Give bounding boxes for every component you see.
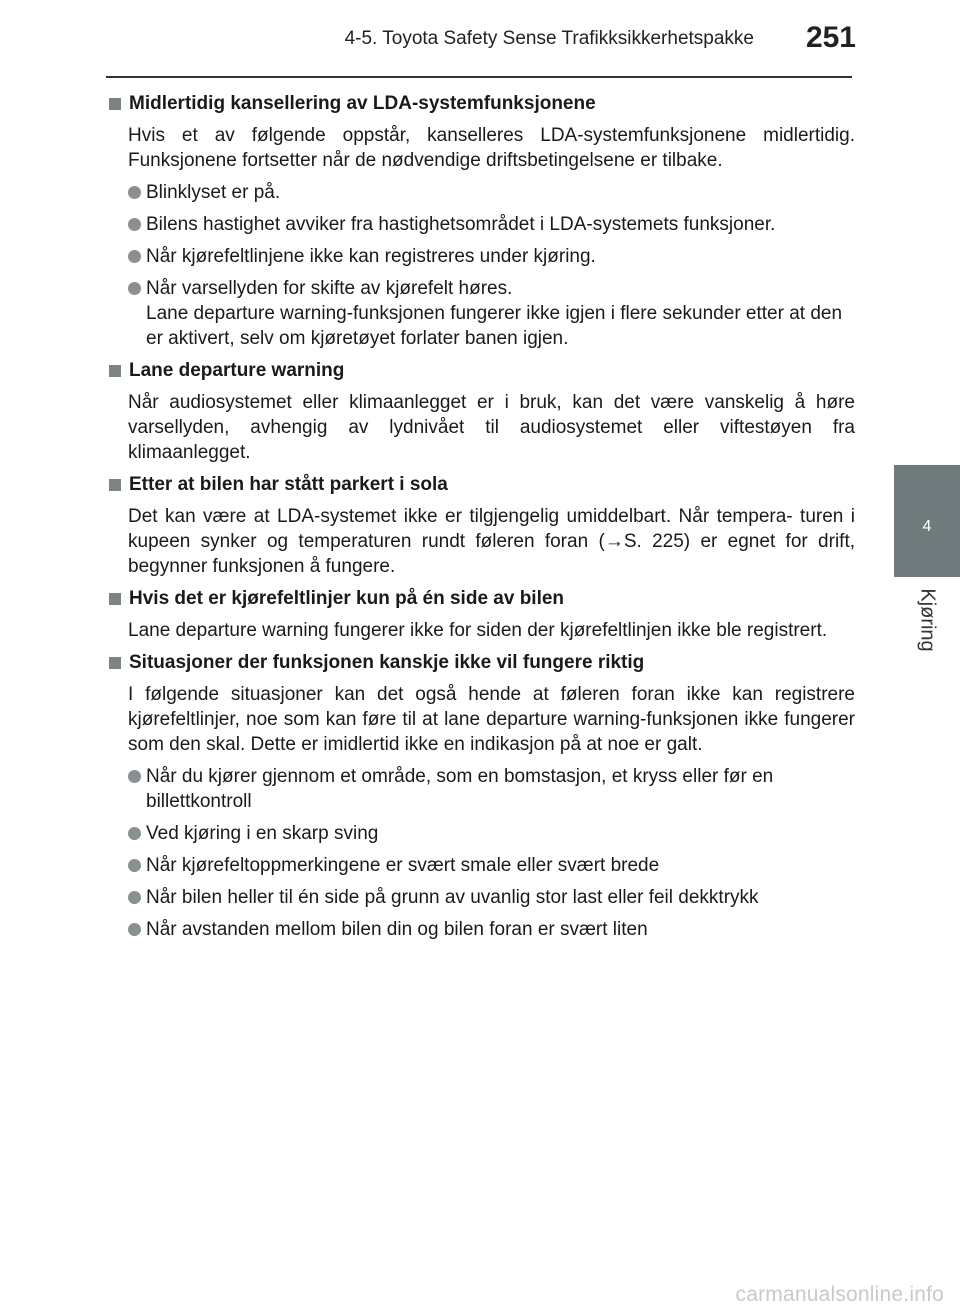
circle-bullet-icon <box>128 250 141 263</box>
list-item <box>128 885 855 910</box>
list-item <box>128 764 855 814</box>
paragraph <box>128 504 855 579</box>
circle-bullet-icon <box>128 859 141 872</box>
list-item-text: Bilens hastighet avviker fra hastighetsområdet i LDA-systemets funksjoner. <box>146 214 776 235</box>
circle-bullet-icon <box>128 282 141 295</box>
section-may-not-work <box>107 650 855 942</box>
list-item <box>128 276 855 351</box>
section-one-side-lines <box>107 586 855 643</box>
section-heading <box>107 472 855 497</box>
heading-text: Lane departure warning <box>129 360 345 381</box>
list-item-note: Lane departure warning-funksjonen fungerer ikke igjen i flere sekunder etter at den er aktivert, selv om kjøretøyet forlater banen igjen. <box>146 303 843 349</box>
reference-arrow-icon: → <box>604 531 624 552</box>
list-item <box>128 180 855 205</box>
page-number: 251 <box>805 21 856 54</box>
paragraph: Når audiosystemet eller klimaanlegget er i bruk, kan det være vanskelig å høre varsellyden, avhengig av lydnivået til audiosystemet eller viftestøyen fra klimaanlegget. <box>128 392 855 463</box>
heading-text: Hvis det er kjørefeltlinjer kun på én side av bilen <box>129 588 565 609</box>
section-heading <box>107 586 855 611</box>
list-item <box>128 212 855 237</box>
list-item-text: Når avstanden mellom bilen din og bilen foran er svært liten <box>146 919 648 940</box>
section-heading <box>107 358 855 383</box>
circle-bullet-icon <box>128 891 141 904</box>
circle-bullet-icon <box>128 923 141 936</box>
paragraph: Lane departure warning fungerer ikke for siden der kjørefeltlinjen ikke ble registrert. <box>128 620 828 641</box>
circle-bullet-icon <box>128 827 141 840</box>
heading-text: Etter at bilen har stått parkert i sola <box>129 474 448 495</box>
section-title: 4-5. Toyota Safety Sense Trafikksikkerhetspakke <box>344 28 754 49</box>
circle-bullet-icon <box>128 218 141 231</box>
square-bullet-icon <box>109 98 121 110</box>
page-reference-link[interactable]: S. 225 <box>623 531 684 552</box>
list-item <box>128 853 855 878</box>
list-item-text: Når kjørefeltoppmerkingene er svært smale eller svært brede <box>146 855 660 876</box>
square-bullet-icon <box>109 479 121 491</box>
page-content <box>107 91 855 949</box>
list-item <box>128 917 855 942</box>
paragraph: Hvis et av følgende oppstår, kanselleres LDA-systemfunksjonene midlertidig. Funksjonene fortsetter når de nødvendige driftsbetingelsene er tilbake. <box>128 125 855 171</box>
square-bullet-icon <box>109 657 121 669</box>
heading-text: Situasjoner der funksjonen kanskje ikke vil fungere riktig <box>129 652 645 673</box>
section-temporary-cancel <box>107 91 855 351</box>
list-item-text: Når bilen heller til én side på grunn av uvanlig stor last eller feil dekktrykk <box>146 887 759 908</box>
circle-bullet-icon <box>128 770 141 783</box>
list-item-text: Når varsellyden for skifte av kjørefelt høres. <box>146 278 513 299</box>
list-item <box>128 821 855 846</box>
list-item-text: Blinklyset er på. <box>146 182 281 203</box>
paragraph-text: ) er egnet for drift, begynner funksjonen å fungere. <box>128 531 855 577</box>
section-parked-in-sun <box>107 472 855 579</box>
paragraph: I følgende situasjoner kan det også hende at føleren foran ikke kan registrere kjørefeltlinjer, noe som kan føre til at lane departure warning-funksjonen ikke fungerer som den skal. Dette er imidlertid ikke en indikasjon på at noe er galt. <box>128 684 855 755</box>
heading-text: Midlertidig kansellering av LDA-systemfunksjonene <box>129 93 596 114</box>
list-item-text: Ved kjøring i en skarp sving <box>146 823 379 844</box>
chapter-tab[interactable] <box>894 465 960 577</box>
square-bullet-icon <box>109 365 121 377</box>
section-heading <box>107 91 855 116</box>
chapter-number: 4 <box>922 518 932 535</box>
list-item-text: Når du kjører gjennom et område, som en bomstasjon, et kryss eller før en billettkontroll <box>146 766 774 812</box>
list-item <box>128 244 855 269</box>
section-heading <box>107 650 855 675</box>
chapter-label: Kjøring <box>916 588 939 652</box>
header-divider <box>106 76 852 78</box>
watermark: carmanualsonline.info <box>735 1283 944 1306</box>
section-lane-departure-warning <box>107 358 855 465</box>
paragraph-text: Det kan være at LDA-systemet ikke er tilgjengelig umiddelbart. Når tempera- turen i kupeen synker og temperaturen rundt føleren foran ( <box>128 506 855 552</box>
circle-bullet-icon <box>128 186 141 199</box>
square-bullet-icon <box>109 593 121 605</box>
list-item-text: Når kjørefeltlinjene ikke kan registreres under kjøring. <box>146 246 596 267</box>
